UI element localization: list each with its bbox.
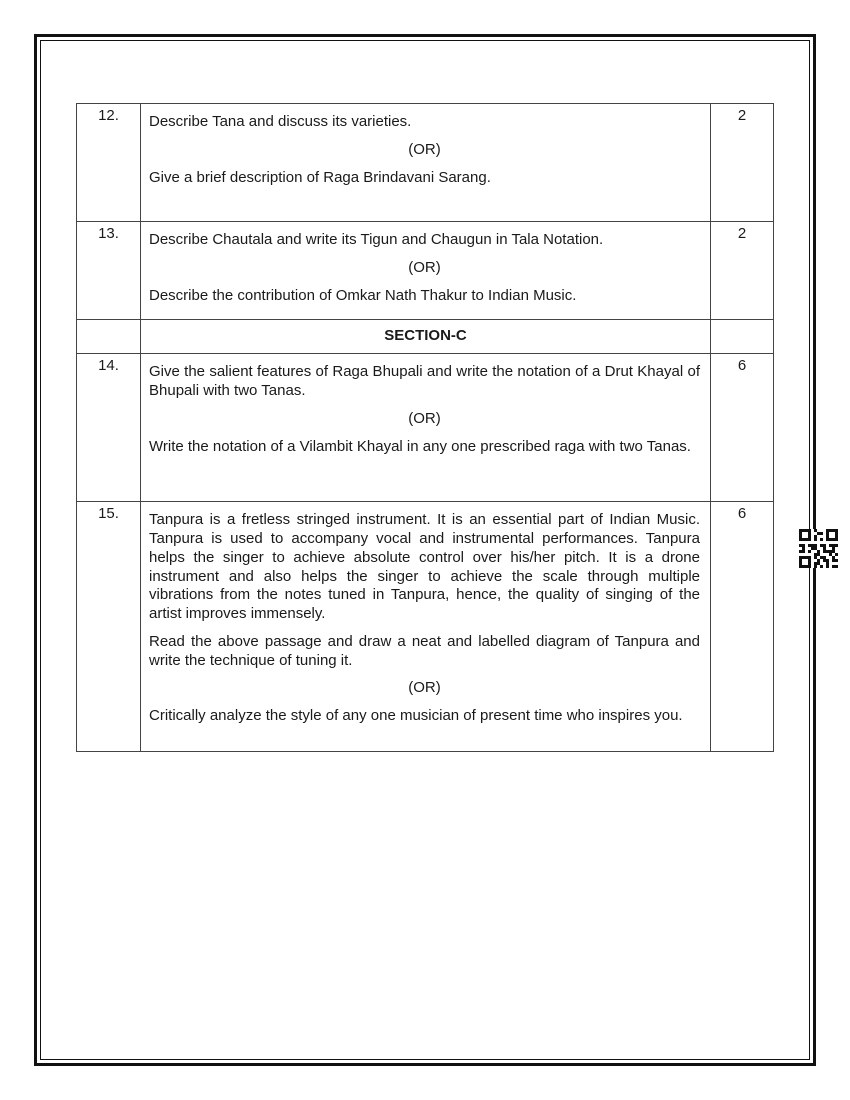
- question-row-15: [77, 502, 774, 752]
- or-separator: (OR): [408, 140, 441, 158]
- question-number: 15.: [77, 502, 141, 752]
- question-row-14: [77, 354, 774, 502]
- question-marks: 6: [711, 502, 774, 752]
- question-row-13: [77, 222, 774, 320]
- question-number: 12.: [77, 104, 141, 222]
- alternative-question-text: Critically analyze the style of any one musician of present time who inspires you.: [149, 707, 683, 724]
- question-number: 14.: [77, 354, 141, 502]
- or-separator: (OR): [408, 409, 441, 427]
- qr-code-icon: [799, 529, 838, 568]
- question-table: [76, 103, 774, 752]
- alternative-question-text: Describe the contribution of Omkar Nath Thakur to Indian Music.: [149, 286, 577, 304]
- question-content: [141, 104, 711, 222]
- section-marks-cell: [711, 320, 774, 354]
- question-content: [141, 502, 711, 752]
- question-text: Give the salient features of Raga Bhupali and write the notation of a Drut Khayal of Bhupali with two Tanas.: [149, 363, 700, 399]
- question-marks: 6: [711, 354, 774, 502]
- question-marks: 2: [711, 222, 774, 320]
- or-separator: (OR): [408, 679, 441, 697]
- question-marks: 2: [711, 104, 774, 222]
- question-content: [141, 354, 711, 502]
- section-c-row: [77, 320, 774, 354]
- question-text: Describe Chautala and write its Tigun and Chaugun in Tala Notation.: [149, 231, 604, 248]
- question-text: Describe Tana and discuss its varieties.: [149, 113, 412, 130]
- or-separator: (OR): [408, 258, 441, 276]
- alternative-question-text: Give a brief description of Raga Brindavani Sarang.: [149, 168, 491, 186]
- passage-text: Tanpura is a fretless stringed instrument. It is an essential part of Indian Music. Tanpura is used to accompany vocal and instrumental performances. Tanpura helps the singer to achieve absolute control over his/her pitch. It is a drone instrument and also helps the singer to achieve the scale through multiple vibrations from the notes tuned in Tanpura, hence, the quality of singing of the artist improves immensely.: [149, 511, 700, 622]
- question-content: [141, 222, 711, 320]
- section-number-cell: [77, 320, 141, 354]
- alternative-question-text: Write the notation of a Vilambit Khayal in any one prescribed raga with two Tanas.: [149, 437, 691, 455]
- question-row-12: [77, 104, 774, 222]
- question-text: Read the above passage and draw a neat and labelled diagram of Tanpura and write the technique of tuning it.: [149, 632, 700, 669]
- section-title: SECTION-C: [141, 320, 711, 354]
- question-number: 13.: [77, 222, 141, 320]
